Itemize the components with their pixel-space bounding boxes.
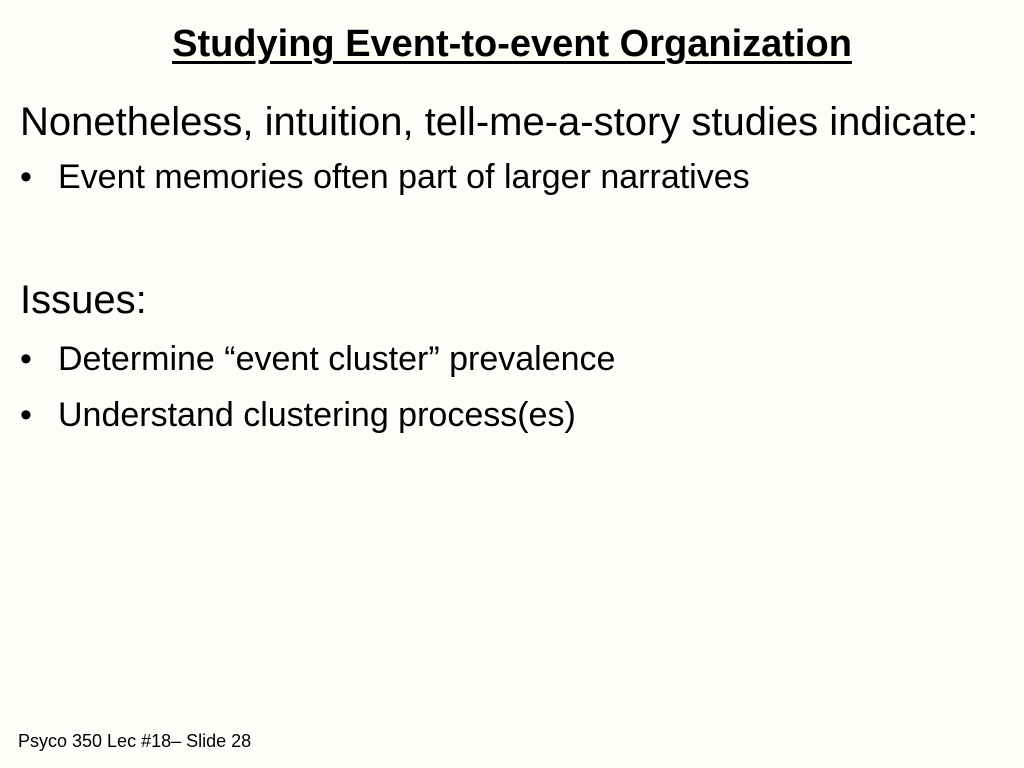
bullet-icon: • (20, 340, 32, 378)
issues-heading: Issues: (20, 278, 147, 322)
issues-bullet-item (20, 336, 980, 382)
slide-title-text: Studying Event-to-event Organization (172, 23, 852, 65)
bullet-icon: • (20, 396, 32, 434)
bullet-icon: • (20, 158, 32, 196)
spacer (20, 200, 980, 256)
issues-bullet-item (20, 392, 980, 438)
intro-bullet-item (20, 154, 980, 200)
issues-bullet-text: Determine “event cluster” prevalence (58, 340, 616, 378)
slide-footer: Psyco 350 Lec #18– Slide 28 (18, 731, 252, 751)
intro-paragraph: Nonetheless, intuition, tell-me-a-story studies indicate: (20, 100, 979, 144)
issues-bullet-text: Understand clustering process(es) (58, 396, 576, 434)
intro-bullet-text: Event memories often part of larger narratives (58, 158, 750, 196)
slide-title (0, 18, 1024, 70)
slide-body (20, 96, 980, 438)
